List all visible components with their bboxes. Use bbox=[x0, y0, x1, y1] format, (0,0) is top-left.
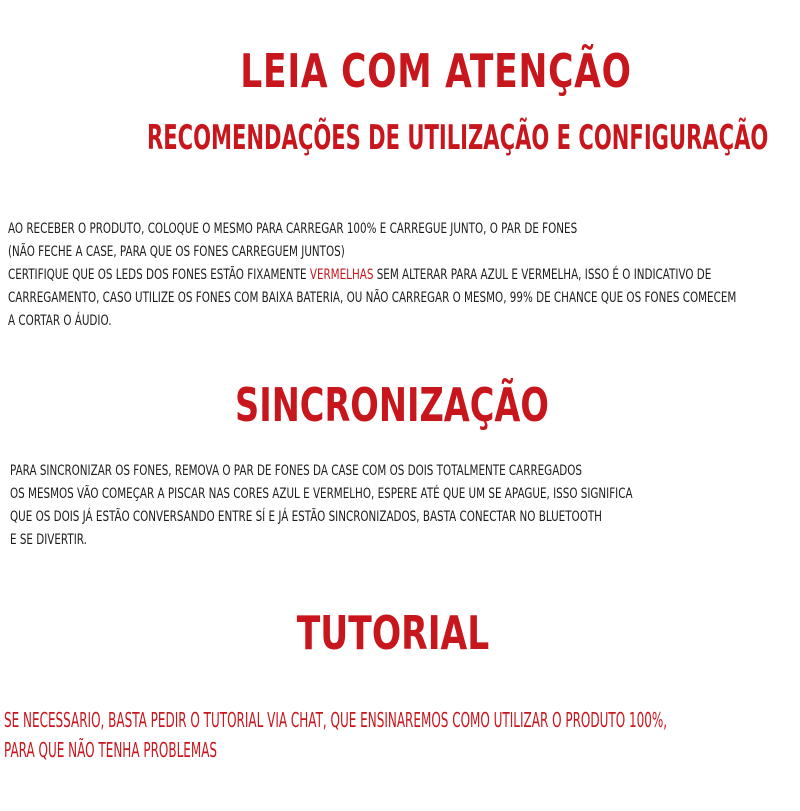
sync-paragraph bbox=[10, 460, 633, 552]
highlight-word: VERMELHAS bbox=[309, 267, 374, 283]
sync-line: E SE DIVERTIR. bbox=[10, 532, 87, 548]
recommendations-line: CARREGAMENTO, CASO UTILIZE OS FONES COM BAIXA BATERIA, OU NÃO CARREGAR O MESMO, 99% DE CHANCE QUE OS FONES COMECEM bbox=[8, 290, 737, 306]
recommendations-line: A CORTAR O ÁUDIO. bbox=[8, 313, 112, 329]
page-subtitle: RECOMENDAÇÕES DE UTILIZAÇÃO E CONFIGURAÇÃO bbox=[147, 118, 769, 158]
sync-heading: SINCRONIZAÇÃO bbox=[235, 378, 549, 432]
recommendations-paragraph bbox=[8, 218, 736, 333]
recommendations-text: SEM ALTERAR PARA AZUL E VERMELHA, ISSO É O INDICATIVO DE bbox=[373, 267, 712, 283]
recommendations-line: AO RECEBER O PRODUTO, COLOQUE O MESMO PARA CARREGAR 100% E CARREGUE JUNTO, O PAR DE FONES bbox=[8, 221, 578, 237]
tutorial-paragraph bbox=[4, 705, 667, 765]
tutorial-line: SE NECESSARIO, BASTA PEDIR O TUTORIAL VIA CHAT, QUE ENSINAREMOS COMO UTILIZAR O PRODUTO 100%, bbox=[4, 708, 668, 732]
recommendations-text: CERTIFIQUE QUE OS LEDS DOS FONES ESTÃO FIXAMENTE bbox=[8, 267, 310, 283]
tutorial-heading: TUTORIAL bbox=[296, 606, 490, 660]
sync-line: QUE OS DOIS JÁ ESTÃO CONVERSANDO ENTRE SÍ E JÁ ESTÃO SINCRONIZADOS, BASTA CONECTAR NO BLUETOOTH bbox=[10, 509, 602, 525]
recommendations-line: (NÃO FECHE A CASE, PARA QUE OS FONES CARREGUEM JUNTOS) bbox=[8, 244, 345, 260]
page-title: LEIA COM ATENÇÃO bbox=[240, 44, 632, 98]
sync-line: PARA SINCRONIZAR OS FONES, REMOVA O PAR DE FONES DA CASE COM OS DOIS TOTALMENTE CARREGADOS bbox=[10, 463, 583, 479]
recommendations-line bbox=[8, 264, 736, 287]
sync-line: OS MESMOS VÃO COMEÇAR A PISCAR NAS CORES AZUL E VERMELHO, ESPERE ATÉ QUE UM SE APAGUE, ISSO SIGNIFICA bbox=[10, 486, 633, 502]
tutorial-line: PARA QUE NÃO TENHA PROBLEMAS bbox=[4, 738, 218, 762]
